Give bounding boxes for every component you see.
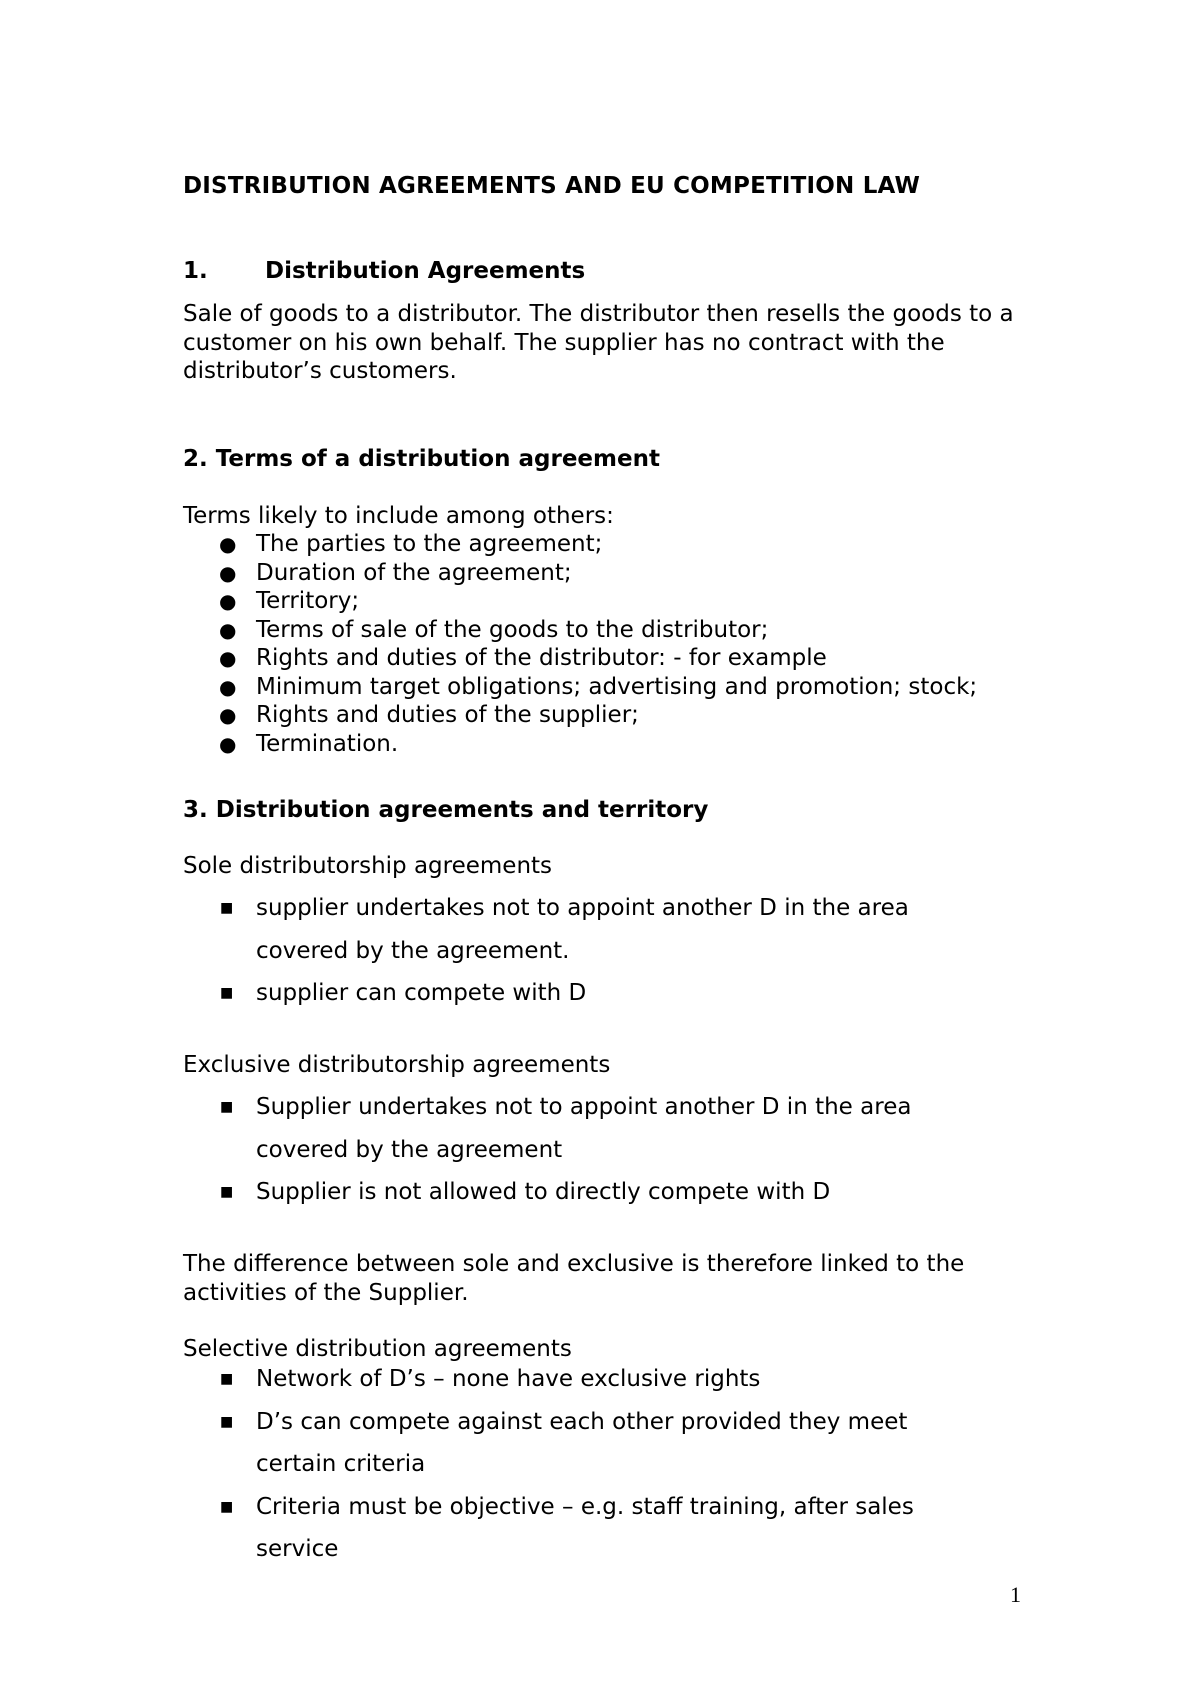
document-title: DISTRIBUTION AGREEMENTS AND EU COMPETITION LAW <box>183 173 921 199</box>
list-item: ● Minimum target obligations; advertising and promotion; stock; <box>219 673 978 700</box>
sole-label: Sole distributorship agreements <box>183 853 553 879</box>
square-bullet-icon: ■ <box>220 1184 234 1200</box>
terms-list <box>183 530 977 758</box>
section-1-paragraph: Sale of goods to a distributor. The distributor then resells the goods to a customer on his own behalf. The supplier has no contract with the distributor’s customers. <box>183 301 1014 384</box>
bullet-icon: ● <box>219 532 237 556</box>
list-item: ■ Supplier is not allowed to directly compete with D <box>183 1171 976 1214</box>
bullet-icon: ● <box>219 674 237 699</box>
list-item: ■ D’s can compete against each other provided they meet certain criteria <box>183 1401 976 1486</box>
section-1-heading: Distribution Agreements <box>265 258 586 284</box>
list-item: ● Territory; <box>219 588 360 614</box>
bullet-icon: ● <box>219 731 237 756</box>
list-item: ■ supplier can compete with D <box>183 972 976 1015</box>
list-item: ● Terms of sale of the goods to the distributor; <box>219 616 769 643</box>
difference-paragraph: The difference between sole and exclusive is therefore linked to the activities of the Supplier. <box>183 1251 965 1306</box>
list-item: ● Duration of the agreement; <box>219 559 572 586</box>
selective-list <box>183 1358 976 1571</box>
exclusive-label: Exclusive distributorship agreements <box>183 1052 611 1078</box>
selective-label: Selective distribution agreements <box>183 1336 572 1362</box>
exclusive-list <box>183 1086 976 1214</box>
list-item: ● Rights and duties of the supplier; <box>219 702 639 728</box>
list-item: ● Termination. <box>219 730 399 757</box>
section-2-heading: 2. Terms of a distribution agreement <box>183 446 660 472</box>
bullet-icon: ● <box>219 589 237 613</box>
sole-list <box>183 887 976 1015</box>
square-bullet-icon: ■ <box>220 900 234 916</box>
section-2-intro: Terms likely to include among others: <box>183 503 614 529</box>
square-bullet-icon: ■ <box>220 985 234 1001</box>
list-item: ■ Network of D’s – none have exclusive rights <box>183 1358 976 1401</box>
list-item: ● Rights and duties of the distributor: - for example <box>219 645 827 671</box>
square-bullet-icon: ■ <box>220 1413 234 1430</box>
section-1-number: 1. <box>183 258 208 284</box>
list-item: ■ supplier undertakes not to appoint another D in the area covered by the agreement. <box>183 887 976 972</box>
square-bullet-icon: ■ <box>220 1498 234 1515</box>
page-number: 1 <box>1010 1582 1021 1607</box>
list-item: ● The parties to the agreement; <box>219 531 603 557</box>
list-item: ■ Supplier undertakes not to appoint another D in the area covered by the agreement <box>183 1086 976 1171</box>
bullet-icon: ● <box>219 646 237 670</box>
bullet-icon: ● <box>219 617 237 642</box>
square-bullet-icon: ■ <box>220 1371 234 1387</box>
bullet-icon: ● <box>219 560 237 585</box>
list-item: ■ Criteria must be objective – e.g. staff training, after sales service <box>183 1486 976 1571</box>
square-bullet-icon: ■ <box>220 1099 234 1115</box>
section-3-heading: 3. Distribution agreements and territory <box>183 797 709 823</box>
bullet-icon: ● <box>219 703 237 727</box>
